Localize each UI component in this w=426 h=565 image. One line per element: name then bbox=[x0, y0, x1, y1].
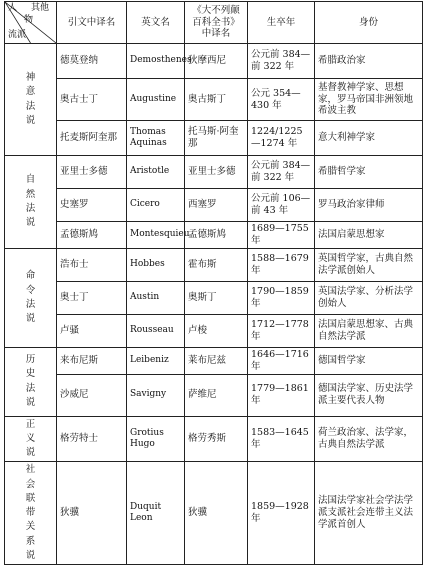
cited-name-cell: 亚里士多德 bbox=[57, 156, 127, 189]
years-cell: 公元前 384—前 322 年 bbox=[248, 44, 315, 79]
school-label: 自然法说 bbox=[25, 174, 36, 229]
years-cell: 公元 354—430 年 bbox=[248, 79, 315, 121]
table-row bbox=[5, 248, 423, 281]
years-cell: 公元前 384—前 322 年 bbox=[248, 156, 315, 189]
school-cell bbox=[5, 416, 57, 462]
cited-name-cell: 托麦斯阿奎那 bbox=[57, 121, 127, 156]
encyclopedia-name-cell: 托马斯·阿奎那 bbox=[185, 121, 248, 156]
cited-name-cell: 狄骥 bbox=[57, 462, 127, 565]
english-name-cell: Montesquieu bbox=[127, 222, 185, 249]
diag-thing: 物 bbox=[24, 15, 34, 25]
encyclopedia-name-cell: 西塞罗 bbox=[185, 189, 248, 222]
header-encyclopedia-name: 《大不列颠百科全书》中译名 bbox=[185, 2, 248, 44]
identity-cell: 意大利神学家 bbox=[315, 121, 423, 156]
cited-name-cell: 沙威尼 bbox=[57, 374, 127, 416]
table-row bbox=[5, 156, 423, 189]
cited-name-cell: 卢骚 bbox=[57, 314, 127, 347]
years-cell: 1779—1861 年 bbox=[248, 374, 315, 416]
years-cell: 1689—1755 年 bbox=[248, 222, 315, 249]
english-name-cell: Thomas Aquinas bbox=[127, 121, 185, 156]
diag-other: 其他 bbox=[30, 3, 49, 13]
school-label: 神意法说 bbox=[25, 72, 36, 126]
years-cell: 1859—1928 年 bbox=[248, 462, 315, 565]
header-row bbox=[5, 2, 423, 44]
years-cell: 1588—1679 年 bbox=[248, 248, 315, 281]
identity-cell: 基督教神学家、思想家，罗马帝国非洲领地希波主教 bbox=[315, 79, 423, 121]
diag-person: 人 bbox=[8, 3, 18, 13]
encyclopedia-name-cell: 奥古斯丁 bbox=[185, 79, 248, 121]
school-label: 历史法说 bbox=[25, 354, 36, 408]
english-name-cell: Grotius Hugo bbox=[127, 416, 185, 462]
jurists-table bbox=[4, 1, 423, 565]
english-name-cell: Rousseau bbox=[127, 314, 185, 347]
cited-name-cell: 浩布士 bbox=[57, 248, 127, 281]
encyclopedia-name-cell: 莱布尼兹 bbox=[185, 347, 248, 374]
school-cell bbox=[5, 156, 57, 249]
english-name-cell: Leibeniz bbox=[127, 347, 185, 374]
identity-cell: 法国启蒙思想家、古典自然法学派 bbox=[315, 314, 423, 347]
identity-cell: 法国启蒙思想家 bbox=[315, 222, 423, 249]
english-name-cell: Hobbes bbox=[127, 248, 185, 281]
years-cell: 1224/1225—1274 年 bbox=[248, 121, 315, 156]
diagonal-header-cell bbox=[5, 2, 57, 44]
years-cell: 公元前 106—前 43 年 bbox=[248, 189, 315, 222]
table-row bbox=[5, 416, 423, 462]
table-row bbox=[5, 189, 423, 222]
school-label: 社会联带关系说 bbox=[25, 464, 36, 561]
cited-name-cell: 德莫登纳 bbox=[57, 44, 127, 79]
school-cell bbox=[5, 462, 57, 565]
encyclopedia-name-cell: 奥斯丁 bbox=[185, 281, 248, 314]
english-name-cell: Aristotle bbox=[127, 156, 185, 189]
table-row bbox=[5, 462, 423, 565]
identity-cell: 法国法学家社会学法学派支派社会连带主义法学派首创人 bbox=[315, 462, 423, 565]
identity-cell: 德国法学家、历史法学派主要代表人物 bbox=[315, 374, 423, 416]
table-row bbox=[5, 121, 423, 156]
english-name-cell: Savigny bbox=[127, 374, 185, 416]
cited-name-cell: 奥古士丁 bbox=[57, 79, 127, 121]
cited-name-cell: 奥士丁 bbox=[57, 281, 127, 314]
years-cell: 1646—1716 年 bbox=[248, 347, 315, 374]
identity-cell: 英国哲学家，古典自然法学派创始人 bbox=[315, 248, 423, 281]
table-body bbox=[5, 44, 423, 565]
identity-cell: 罗马政治家律师 bbox=[315, 189, 423, 222]
encyclopedia-name-cell: 卢梭 bbox=[185, 314, 248, 347]
encyclopedia-name-cell: 格劳秀斯 bbox=[185, 416, 248, 462]
cited-name-cell: 来布尼斯 bbox=[57, 347, 127, 374]
identity-cell: 希腊政治家 bbox=[315, 44, 423, 79]
encyclopedia-name-cell: 亚里士多德 bbox=[185, 156, 248, 189]
school-label: 正义说 bbox=[25, 418, 36, 458]
encyclopedia-name-cell: 狄骥 bbox=[185, 462, 248, 565]
header-identity: 身份 bbox=[315, 2, 423, 44]
identity-cell: 英国法学家、分析法学创始人 bbox=[315, 281, 423, 314]
cited-name-cell: 孟德斯鸠 bbox=[57, 222, 127, 249]
page bbox=[0, 1, 426, 561]
table-row bbox=[5, 79, 423, 121]
table-row bbox=[5, 281, 423, 314]
years-cell: 1583—1645 年 bbox=[248, 416, 315, 462]
years-cell: 1712—1778 年 bbox=[248, 314, 315, 347]
english-name-cell: Cicero bbox=[127, 189, 185, 222]
table-row bbox=[5, 314, 423, 347]
english-name-cell: Augustine bbox=[127, 79, 185, 121]
school-cell bbox=[5, 248, 57, 347]
english-name-cell: Austin bbox=[127, 281, 185, 314]
cited-name-cell: 史塞罗 bbox=[57, 189, 127, 222]
school-cell bbox=[5, 347, 57, 416]
encyclopedia-name-cell: 霍布斯 bbox=[185, 248, 248, 281]
header-english-name: 英文名 bbox=[127, 2, 185, 44]
english-name-cell: Demosthenes bbox=[127, 44, 185, 79]
identity-cell: 荷兰政治家、法学家，古典自然法学派 bbox=[315, 416, 423, 462]
table-row bbox=[5, 374, 423, 416]
identity-cell: 德国哲学家 bbox=[315, 347, 423, 374]
table-row bbox=[5, 44, 423, 79]
header-cited-name: 引文中译名 bbox=[57, 2, 127, 44]
school-label: 命令法说 bbox=[25, 270, 36, 324]
encyclopedia-name-cell: 孟德斯鸠 bbox=[185, 222, 248, 249]
encyclopedia-name-cell: 狄摩西尼 bbox=[185, 44, 248, 79]
header-years: 生卒年 bbox=[248, 2, 315, 44]
table-row bbox=[5, 347, 423, 374]
encyclopedia-name-cell: 萨维尼 bbox=[185, 374, 248, 416]
diag-school: 流派 bbox=[8, 29, 27, 40]
table-row bbox=[5, 222, 423, 249]
english-name-cell: Duquit Leon bbox=[127, 462, 185, 565]
cited-name-cell: 格劳特士 bbox=[57, 416, 127, 462]
school-cell bbox=[5, 44, 57, 156]
identity-cell: 希腊哲学家 bbox=[315, 156, 423, 189]
years-cell: 1790—1859 年 bbox=[248, 281, 315, 314]
